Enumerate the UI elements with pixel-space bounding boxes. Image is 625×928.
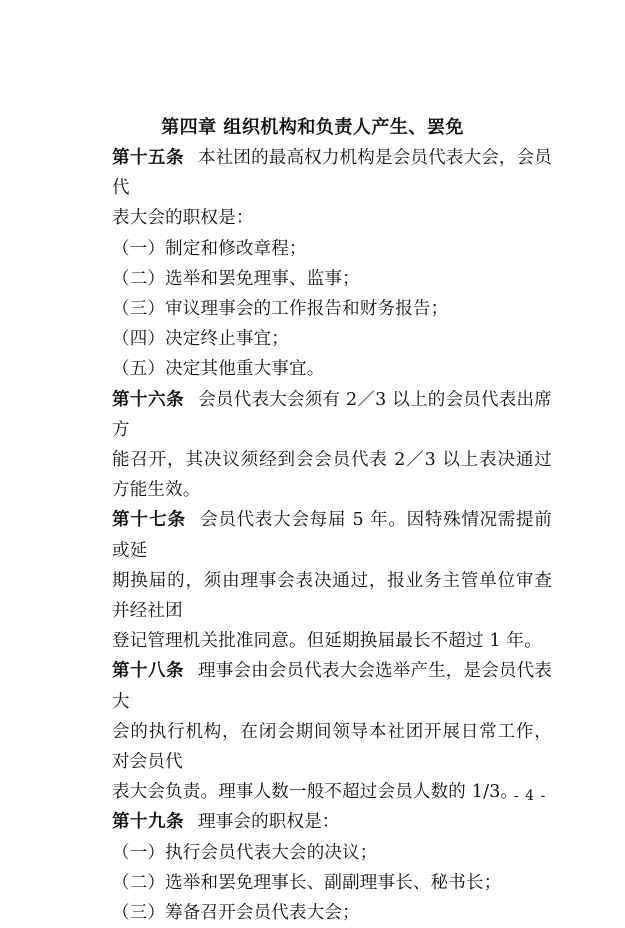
article-19-first-line — [112, 807, 552, 837]
article-19-item-1: （一）执行会员代表大会的决议； — [112, 842, 378, 863]
article-15-item-5: （五）决定其他重大事宜。 — [112, 359, 325, 380]
article-16-first-line — [112, 385, 552, 445]
article-17-heading: 第十七条 — [112, 510, 187, 531]
article-16-heading: 第十六条 — [112, 389, 185, 410]
article-15-item-2: （二）选举和罢免理事、监事； — [112, 268, 360, 289]
article-15-first-line — [112, 143, 552, 203]
article-17-first-line — [112, 505, 552, 565]
article-18-text-line3: 表大会负责。理事人数一般不超过会员人数的 1/3。 — [112, 782, 519, 803]
article-16 — [112, 385, 552, 506]
article-18-heading: 第十八条 — [112, 661, 184, 682]
document-body — [112, 143, 552, 928]
article-19 — [112, 807, 552, 928]
page-number: - 4 - — [514, 788, 547, 804]
article-17-text-line2: 期换届的，须由理事会表决通过，报业务主管单位审查并经社团 — [112, 570, 552, 622]
article-15-item-4: （四）决定终止事宜； — [112, 329, 289, 350]
article-15-text-line1: 本社团的最高权力机构是会员代表大会，会员代 — [112, 148, 552, 199]
article-16-text-line1: 会员代表大会须有 2／3 以上的会员代表出席方 — [112, 389, 552, 440]
article-17-text-line3: 登记管理机关批准同意。但延期换届最长不超过 1 年。 — [112, 631, 542, 652]
article-18-first-line — [112, 656, 552, 716]
article-18-text-line1: 理事会由会员代表大会选举产生，是会员代表大 — [112, 661, 552, 712]
article-19-heading: 第十九条 — [112, 812, 184, 833]
chapter-title: 第四章 组织机构和负责人产生、罢免 — [161, 117, 464, 138]
article-15-heading: 第十五条 — [112, 148, 184, 168]
article-16-text-line2: 能召开，其决议须经到会会员代表 2／3 以上表决通过方能生效。 — [112, 450, 552, 501]
article-17 — [112, 505, 552, 656]
article-19-text-line1: 理事会的职权是： — [198, 812, 340, 833]
article-18 — [112, 656, 552, 807]
article-17-text-line1: 会员代表大会每届 5 年。因特殊情况需提前或延 — [112, 510, 552, 561]
article-19-item-2: （二）选举和罢免理事长、副副理事长、秘书长； — [112, 872, 502, 893]
article-15-item-3: （三）审议理事会的工作报告和财务报告； — [112, 299, 449, 320]
article-18-text-line2: 会的执行机构，在闭会期间领导本社团开展日常工作，对会员代 — [112, 721, 552, 773]
article-19-item-3: （三）筹备召开会员代表大会； — [112, 903, 360, 924]
article-15-text-line2: 表大会的职权是： — [112, 208, 254, 229]
article-15 — [112, 143, 552, 385]
article-15-item-1: （一）制定和修改章程； — [112, 238, 307, 259]
